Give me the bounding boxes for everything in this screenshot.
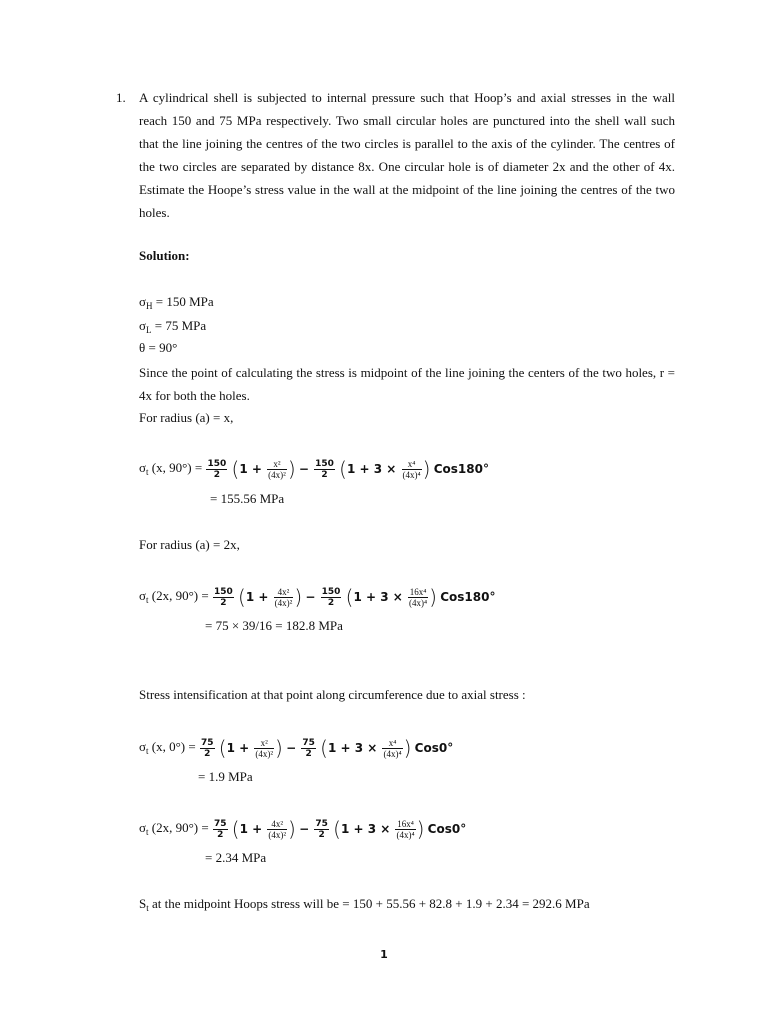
solution-heading: Solution: [139, 248, 190, 263]
case1-label: For radius (a) = x, [139, 410, 234, 425]
given-axial-stress: $\sigma_L = 75$ MPa [139, 318, 207, 335]
given-hoop-stress: $\sigma_H = 150$ MPa [139, 294, 214, 311]
equation-4-result: = 2.34 MPa [205, 850, 267, 865]
equation-1: $\sigma_t$ (x, 90°) = $\frac{150}{2}$ (1 + $\frac{\text{x²}}{\text{(4x)²}}$ ) − $\frac{150}{2}$ (1 + 3 × $\frac{\text{x⁴}}{\text{(4x)⁴}}$ ) Cos180° [139, 457, 489, 482]
equation-1-result: = 155.56 MPa [210, 491, 285, 506]
given-angle: θ = 90° [139, 340, 178, 355]
axial-heading: Stress intensification at that point along circumference due to axial stress : [139, 687, 526, 702]
case2-label: For radius (a) = 2x, [139, 537, 240, 552]
equation-3-result: = 1.9 MPa [198, 769, 253, 784]
equation-3: $\sigma_t$ (x, 0°) = $\frac{75}{2}$ (1 + $\frac{\text{x²}}{\text{(4x)²}}$ ) − $\frac{75}{2}$ (1 + 3 × $\frac{\text{x⁴}}{\text{(4x)⁴}}$ ) Cos0° [139, 736, 454, 761]
equation-2-result: = 75 × 39/16 = 182.8 MPa [205, 618, 343, 633]
explanation-text: Since the point of calculating the stress is midpoint of the line joining the centers of the two holes, r = 4x for both the holes. [139, 365, 675, 403]
equation-4: $\sigma_t$ (2x, 90°) = $\frac{75}{2}$ (1 + $\frac{\text{4x²}}{\text{(4x)²}}$ ) − $\frac{75}{2}$ (1 + 3 × $\frac{\text{16x⁴}}{\text{(4x)⁴}}$ ) Cos0° [139, 817, 467, 842]
final-result: $S_t$ at the midpoint Hoops stress will be = 150 + 55.56 + 82.8 + 1.9 + 2.34 = 292.6 MPa [139, 896, 590, 913]
problem-text: A cylindrical shell is subjected to internal pressure such that Hoop’s and axial stresses in the wall reach 150 and 75 MPa respectively. Two small circular holes are punctured into the shell wall such that the line joining the centres of the two circles is parallel to the axis of the cylinder. The centres of the two circles are separated by distance 8x. One circular hole is of diameter 2x and the other of 4x. Estimate the Hoope’s stress value in the wall at the midpoint of the line joining the centres of the two holes. [139, 90, 675, 220]
problem-number: 1. [116, 90, 126, 105]
equation-2: $\sigma_t$ (2x, 90°) = $\frac{150}{2}$ (1 + $\frac{\text{4x²}}{\text{(4x)²}}$ ) − $\frac{150}{2}$ (1 + 3 × $\frac{\text{16x⁴}}{\text{(4x)⁴}}$ ) Cos180° [139, 585, 496, 610]
page-number: 1 [380, 948, 388, 961]
